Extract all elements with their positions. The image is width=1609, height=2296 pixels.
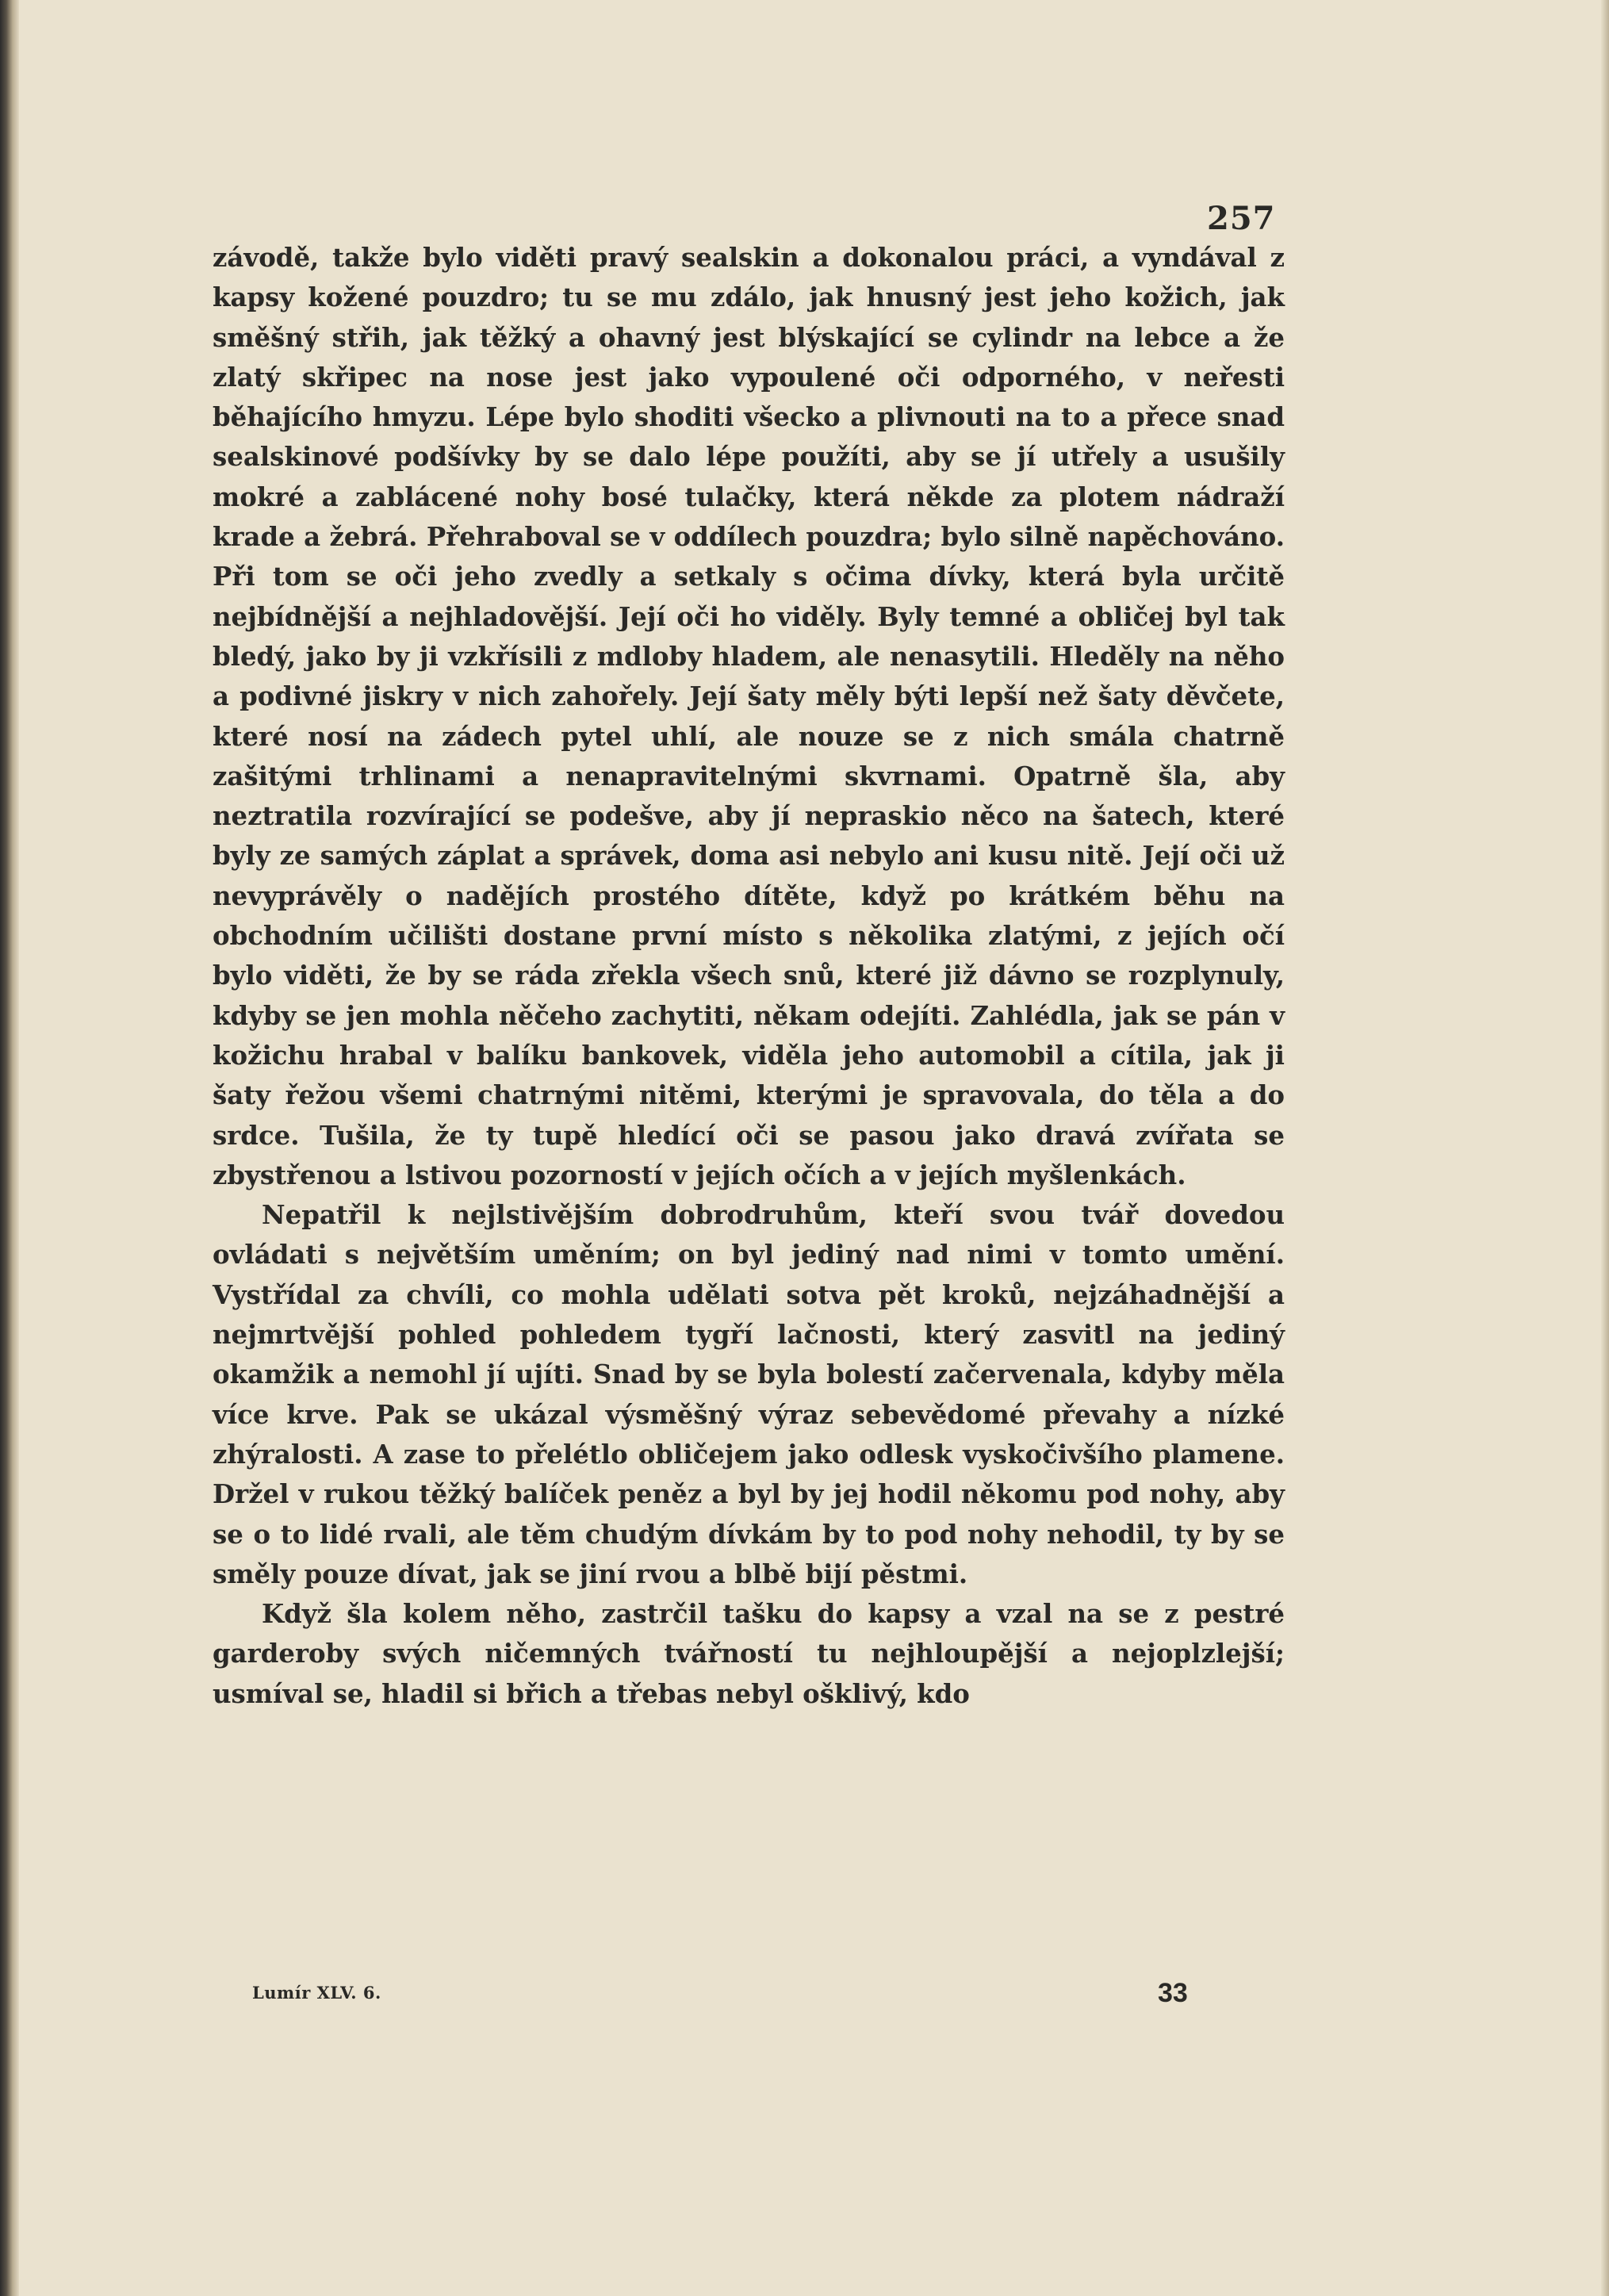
- page-binding-edge: [0, 0, 19, 2296]
- page-number: 257: [1207, 200, 1276, 237]
- paragraph-3: Když šla kolem něho, zastrčil tašku do kapsy a vzal na se z pestré garderoby svých ničemných tvářností tu nejhloupější a nejoplzlejší; usmíval se, hladil si břich a třebas nebyl ošklivý, kdo: [213, 1599, 1285, 1709]
- main-text: [213, 238, 1285, 1714]
- page-right-edge: [1601, 0, 1609, 2296]
- footer-signature: Lumír XLV. 6.: [252, 1983, 381, 2003]
- paragraph-1: závodě, takže bylo viděti pravý sealskin a dokonalou práci, a vyndával z kapsy kožené pouzdro; tu se mu zdálo, jak hnusný jest jeho kožich, jak směšný střih, jak těžký a ohavný jest blýskající se cylindr na lebce a že zlatý skřipec na nose jest jako vypoulené oči odporného, v neřesti běhajícího hmyzu. Lépe bylo shoditi všecko a plivnouti na to a přece snad sealskinové podšívky by se dalo lépe použíti, aby se jí utřely a usušily mokré a zablácené nohy bosé tulačky, která někde za plotem nádraží krade a žebrá. Přehraboval se v oddílech pouzdra; bylo silně napěchováno. Při tom se oči jeho zvedly a setkaly s očima dívky, která byla určitě nejbídnější a nejhladovější. Její oči ho viděly. Byly temné a obličej byl tak bledý, jako by ji vzkřísili z mdloby hladem, ale nenasytili. Hleděly na něho a podivné jiskry v nich zahořely. Její šaty měly býti lepší než šaty děvčete, které nosí na zádech pytel uhlí, ale nouze se z nich smála chatrně zašitými trhlinami a nenapravitelnými skvrnami. Opatrně šla, aby neztratila rozvírající se podešve, aby jí nepraskio něco na šatech, které byly ze samých záplat a správek, doma asi nebylo ani kusu nitě. Její oči už nevyprávěly o nadějích prostého dítěte, když po krátkém běhu na obchodním učilišti dostane první místo s několika zlatými, z jejích očí bylo viděti, že by se ráda zřekla všech snů, které již dávno se rozplynuly, kdyby se jen mohla něčeho zachytiti, někam odejíti. Zahlédla, jak se pán v kožichu hrabal v balíku bankovek, viděla jeho automobil a cítila, jak ji šaty řežou všemi chatrnými nitěmi, kterými je spravovala, do těla a do srdce. Tušila, že ty tupě hledící oči se pasou jako dravá zvířata se zbystřenou a lstivou pozorností v jejích očích a v jejích myšlenkách.: [213, 243, 1285, 1190]
- footer-sheet-number: 33: [1158, 1978, 1188, 2008]
- paragraph-2: Nepatřil k nejlstivějším dobrodruhům, kteří svou tvář dovedou ovládati s největším uměním; on byl jediný nad nimi v tomto umění. Vystřídal za chvíli, co mohla udělati sotva pět kroků, nejzáhadnější a nejmrtvější pohled pohledem tygří lačnosti, který zasvitl na jediný okamžik a nemohl jí ujíti. Snad by se byla bolestí začervenala, kdyby měla více krve. Pak se ukázal výsměšný výraz sebevědomé převahy a nízké zhýralosti. A zase to přelétlo obličejem jako odlesk vyskočivšího plamene. Držel v rukou těžký balíček peněz a byl by jej hodil někomu pod nohy, aby se o to lidé rvali, ale těm chudým dívkám by to pod nohy nehodil, ty by se směly pouze dívat, jak se jiní rvou a blbě bijí pěstmi.: [213, 1200, 1285, 1589]
